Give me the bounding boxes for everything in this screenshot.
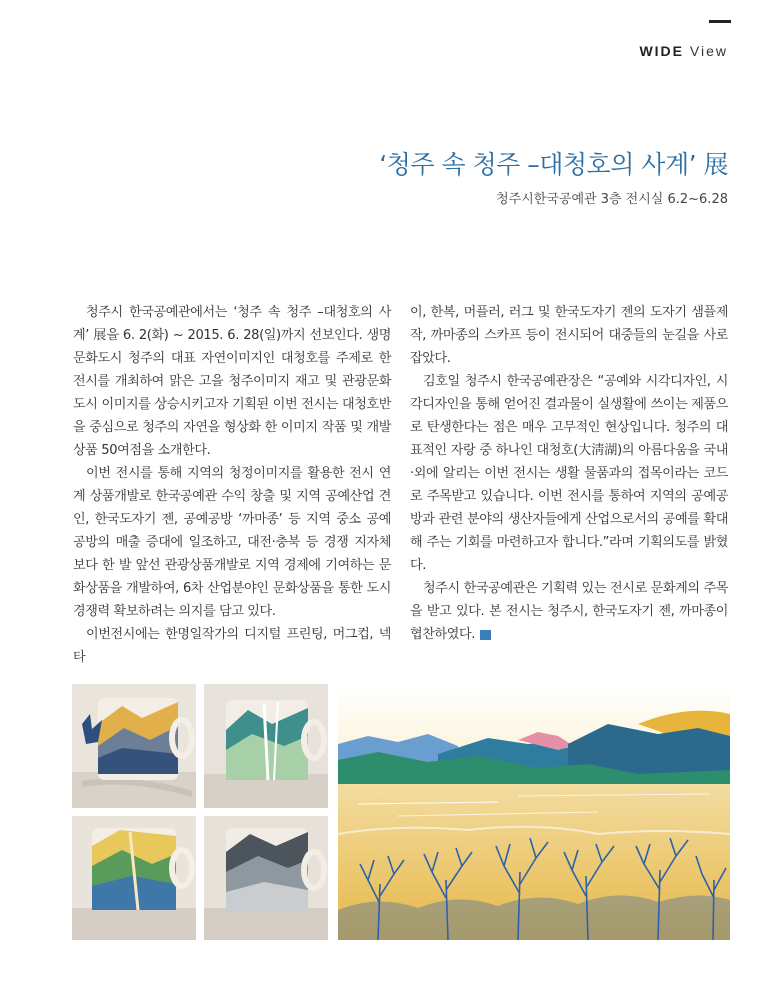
- photo-area: [72, 684, 730, 940]
- left-paragraph-3: 이번전시에는 한명일작가의 디지털 프린팅, 머그컵, 넥타: [73, 627, 391, 665]
- mug-photo-2: [204, 684, 328, 808]
- right-column: [410, 301, 728, 646]
- right-paragraph-2: 김호일 청주시 한국공예관장은 “공예와 시각디자인, 시각디자인을 통해 얻어진 결과물이 실생활에 쓰이는 제품으로 탄생한다는 점은 매우 고무적인 현상입니다. 청주의 대표적인 자랑 중 하나인 대청호(大淸湖)의 아름다움을 국내·외에 알리는 이번 전시는 생활 물품과의 접목이라는 코드로 주목받고 있습니다. 이번 전시를 통하여 지역의 공예공방과 관련 분야의 생산자들에게 산업으로서의 공예를 확대해 주는 기회를 마련하고자 합니다.”라며 기획의도를 밝혔다.: [410, 374, 728, 573]
- right-paragraph-3: [410, 577, 728, 646]
- section-label: [639, 43, 728, 59]
- left-column: [73, 301, 391, 669]
- landscape-artwork: [338, 684, 730, 940]
- section-label-bold: WIDE: [639, 43, 685, 59]
- left-paragraph-1: 청주시 한국공예관에서는 ‘청주 속 청주 –대청호의 사계’ 展을 6. 2(화) ~ 2015. 6. 28(일)까지 선보인다. 생명문화도시 청주의 대표 자연이미지인 대청호를 주제로 한 전시를 개최하여 맑은 고을 청주이미지 재고 및 관광문화도시 이미지를 상승시키고자 기획된 이번 전시는 대청호반을 중심으로 청주의 자연을 형상화 한 이미지 작품 및 개발 상품 50여점을 소개한다.: [73, 305, 391, 458]
- header-rule: [709, 20, 731, 23]
- article-title: ‘청주 속 청주 –대청호의 사계’ 展: [379, 150, 728, 179]
- article-subtitle: 청주시한국공예관 3층 전시실 6.2~6.28: [496, 192, 728, 207]
- mug-photo-1: [72, 684, 196, 808]
- right-paragraph-1: 이, 한복, 머플러, 러그 및 한국도자기 젠의 도자기 샘플제작, 까마종의 스카프 등이 전시되어 대중들의 눈길을 사로잡았다.: [410, 305, 728, 366]
- mug-photo-4: [204, 816, 328, 940]
- right-paragraph-3-text: 청주시 한국공예관은 기획력 있는 전시로 문화계의 주목을 받고 있다. 본 전시는 청주시, 한국도자기 젠, 까마종이 협찬하였다.: [410, 581, 728, 642]
- mug-photo-3: [72, 816, 196, 940]
- left-paragraph-2: 이번 전시를 통해 지역의 청정이미지를 활용한 전시 연계 상품개발로 한국공예관 수익 창출 및 지역 공예산업 견인, 한국도자기 젠, 공예공방 ‘까마종’ 등 지역 중소 공예 공방의 매출 증대에 일조하고, 대전·충북 등 경쟁 지자체 보다 한 발 앞선 관광상품개발로 지역 경제에 기여하는 문화상품을 개발하여, 6차 산업분야인 문화상품을 통한 도시경쟁력 확보하려는 의지를 담고 있다.: [73, 466, 391, 619]
- section-label-light: View: [689, 43, 728, 59]
- end-mark-icon: W: [480, 630, 491, 640]
